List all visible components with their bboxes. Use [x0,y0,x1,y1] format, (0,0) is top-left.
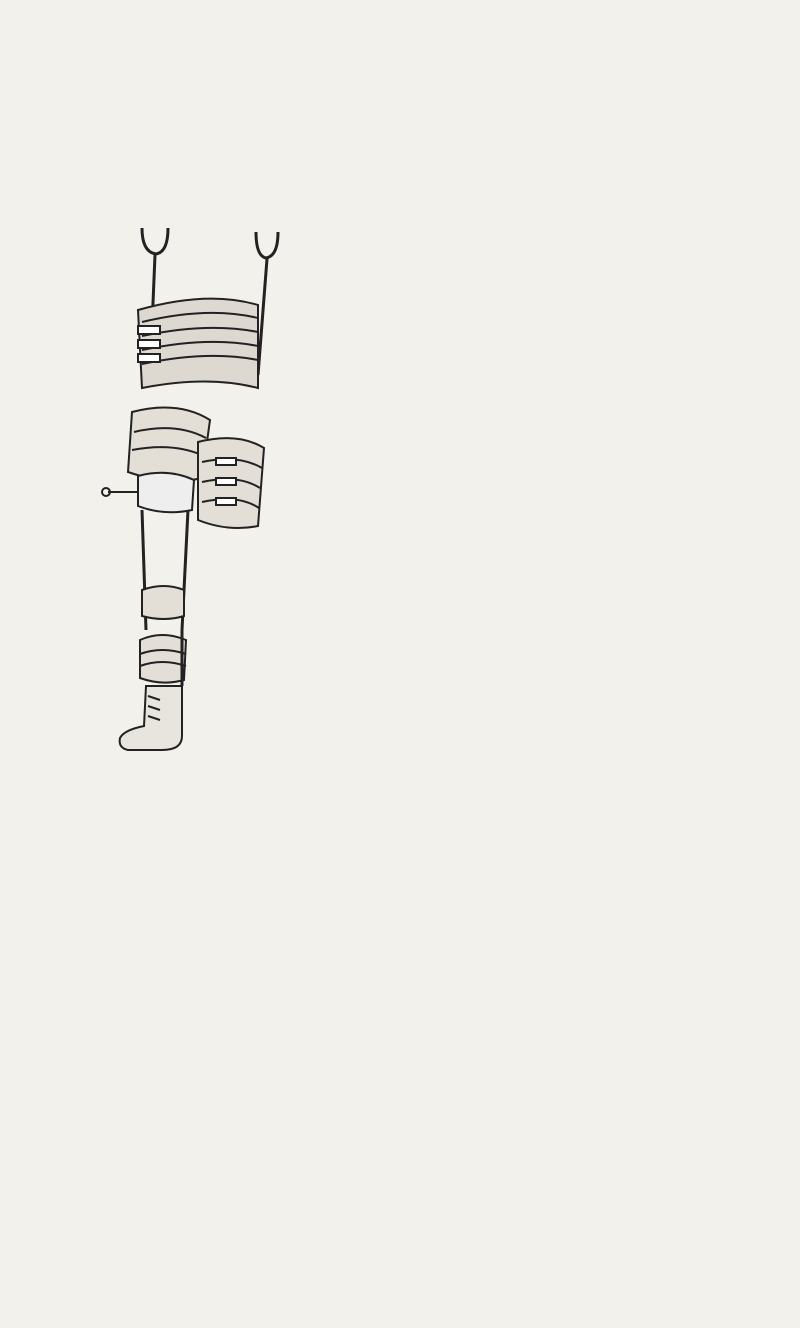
apparatus-illustration [98,210,313,770]
page-header [68,40,740,66]
